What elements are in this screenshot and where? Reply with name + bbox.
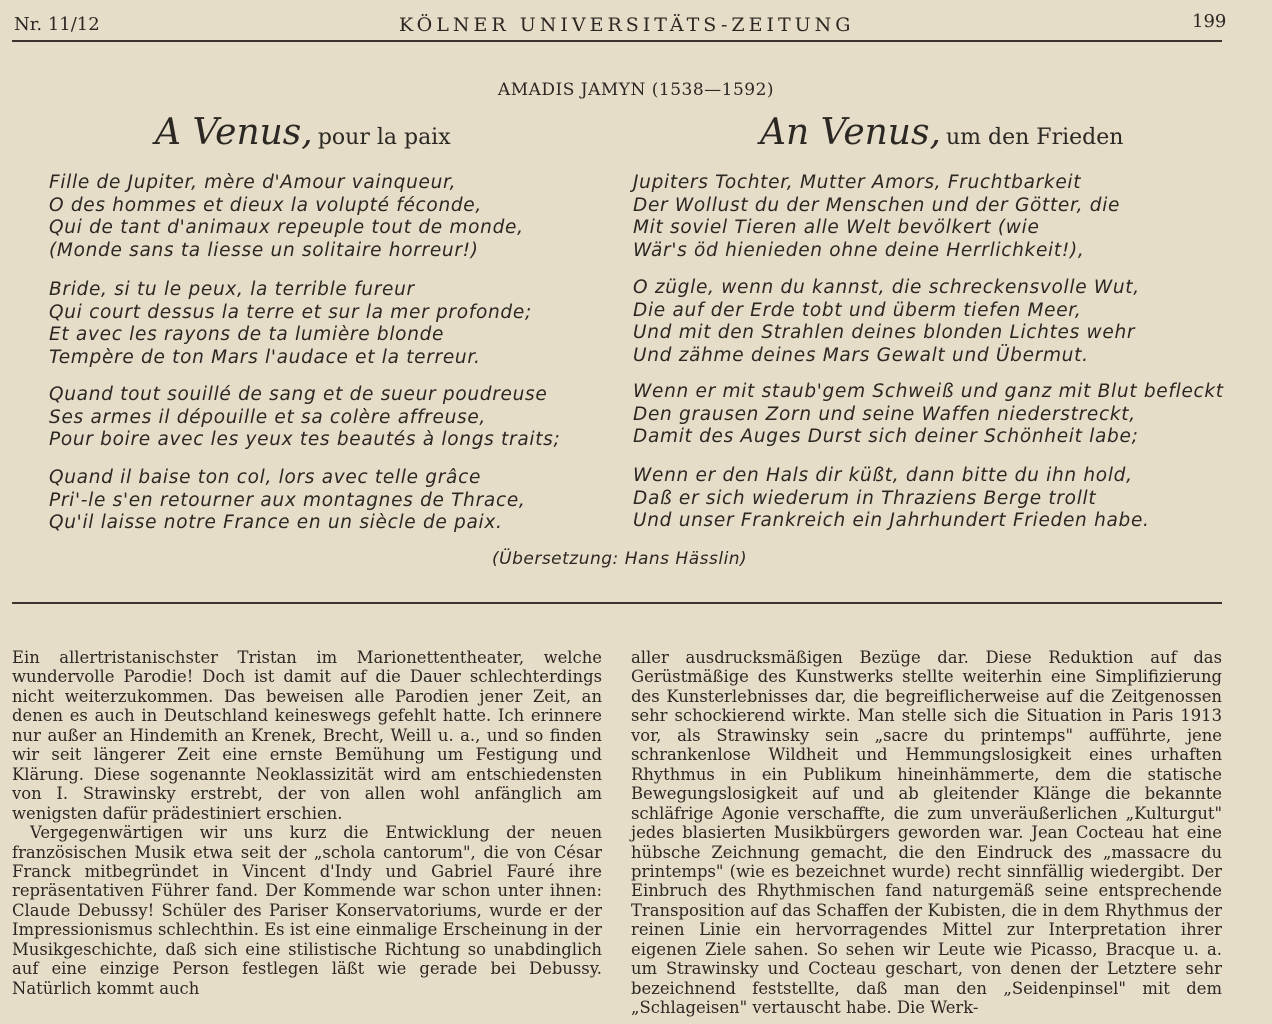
stanza [49, 172, 524, 262]
french-title-sub: pour la paix [317, 125, 451, 150]
verse-line: Tempère de ton Mars l'audace et la terreur. [49, 346, 481, 368]
verse-line: O des hommes et dieux la volupté féconde, [49, 194, 482, 216]
verse-line: Und mit den Strahlen deines blonden Lichtes wehr [633, 322, 1136, 343]
article-column-right [631, 648, 1222, 1018]
article-paragraph: Vergegenwärtigen wir uns kurz die Entwicklung der neuen französischen Musik etwa seit der „schola cantorum", die von César Franck mitbegründet in Vincent d'Indy und Gabriel Fauré ihre repräsentativen Führer fand. Der Kommende war schon unter ihnen: Claude Debussy! Schüler des Pariser Konservatoriums, wurde er der Impressionismus schlechthin. Es ist eine einmalige Erscheinung in der Musikgeschichte, daß sich eine stilistische Richtung so unabdinglich auf eine einzige Person festlegen läßt wie gerade bei Debussy. Natürlich kommt auch [12, 823, 602, 998]
verse-line: Fille de Jupiter, mère d'Amour vainqueur, [49, 172, 457, 193]
german-poem-title [760, 112, 1123, 153]
stanza [49, 467, 525, 535]
issue-number: Nr. 11/12 [14, 14, 100, 35]
verse-line: Et avec les rayons de ta lumière blonde [49, 324, 445, 345]
verse-line: Bride, si tu le peux, la terrible fureur [49, 279, 415, 300]
stanza [633, 381, 1224, 449]
verse-line: Qui de tant d'animaux repeuple tout de monde, [49, 217, 524, 238]
stanza [633, 277, 1140, 367]
stanza [49, 279, 532, 369]
verse-line: Quand il baise ton col, lors avec telle grâce [49, 467, 482, 488]
verse-line: Qu'il laisse notre France en un siècle de paix. [49, 512, 503, 533]
verse-line: O zügle, wenn du kannst, die schreckensvolle Wut, [633, 277, 1140, 298]
poem-author: AMADIS JAMYN (1538—1592) [497, 80, 775, 100]
verse-line: Der Wollust du der Menschen und der Götter, die [633, 194, 1121, 216]
verse-line: Wär's öd hienieden ohne deine Herrlichkeit!), [633, 239, 1085, 261]
section-rule [12, 602, 1222, 604]
verse-line: (Monde sans ta liesse un solitaire horreur!) [49, 239, 479, 261]
stanza [633, 172, 1120, 262]
verse-line: Den grausen Zorn und seine Waffen niederstreckt, [633, 403, 1136, 425]
article-paragraph: aller ausdrucksmäßigen Bezüge dar. Diese Reduktion auf das Gerüstmäßige des Kunstwerks stellte weiterhin eine Simplifizierung des Kunsterlebnisses dar, die begreiflicherweise auf die Zeitgenossen sehr schockierend wirkte. Man stelle sich die Situation in Paris 1913 vor, als Strawinsky sein „sacre du printemps" aufführte, jene schrankenlose Wildheit und Hemmungslosigkeit eines urhaften Rhythmus in ein Publikum hineinhämmerte, dem die statische Bewegungslosigkeit auf und ab gleitender Klänge die bekannte schläfrige Agonie verschaffte, die zum unveräußerlichen „Kulturgut" jedes blasierten Musikbürgers geworden war. Jean Cocteau hat eine hübsche Zeichnung gemacht, die den Eindruck des „massacre du printemps" (wie es bezeichnet wurde) recht sinnfällig wiedergibt. Der Einbruch des Rhythmischen fand naturgemäß seine entsprechende Transposition auf das Schaffen der Kubisten, die in dem Rhythmus der reinen Linie ein hervorragendes Mittel zur Interpretation ihrer eigenen Ziele sahen. So sehen wir Leute wie Picasso, Bracque u. a. um Strawinsky und Cocteau geschart, von denen der Letztere sehr bezeichnend feststellte, daß man den „Seidenpinsel" mit dem „Schlageisen" vertauscht habe. Die Werk- [631, 648, 1222, 1018]
verse-line: Quand tout souillé de sang et de sueur poudreuse [49, 384, 548, 405]
verse-line: Pour boire avec les yeux tes beautés à longs traits; [49, 429, 561, 450]
verse-line: Jupiters Tochter, Mutter Amors, Fruchtbarkeit [633, 172, 1082, 193]
french-title-main: A Venus, [155, 112, 313, 153]
translation-credit: (Übersetzung: Hans Hässlin) [492, 549, 748, 569]
stanza [49, 384, 560, 452]
verse-line: Damit des Auges Durst sich deiner Schönheit labe; [633, 426, 1139, 447]
verse-line: Pri'-le s'en retourner aux montagnes de Thrace, [49, 489, 526, 511]
header-rule [12, 40, 1222, 42]
page-number: 199 [1192, 11, 1227, 32]
verse-line: Qui court dessus la terre et sur la mer profonde; [49, 301, 532, 323]
stanza [633, 465, 1150, 533]
verse-line: Mit soviel Tieren alle Welt bevölkert (wie [633, 217, 1040, 238]
newspaper-title: KÖLNER UNIVERSITÄTS-ZEITUNG [399, 14, 855, 36]
verse-line: Die auf der Erde tobt und überm tiefen Meer, [633, 299, 1082, 321]
french-poem-title [155, 112, 451, 153]
verse-line: Daß er sich wiederum in Thraziens Berge trollt [633, 487, 1097, 509]
article-column-left [12, 648, 602, 998]
german-title-sub: um den Frieden [946, 125, 1124, 150]
verse-line: Und unser Frankreich ein Jahrhundert Frieden habe. [633, 510, 1150, 531]
verse-line: Ses armes il dépouille et sa colère affreuse, [49, 406, 486, 428]
german-title-main: An Venus, [760, 112, 941, 153]
verse-line: Wenn er mit staub'gem Schweiß und ganz mit Blut befleckt [633, 381, 1224, 402]
verse-line: Wenn er den Hals dir küßt, dann bitte du ihn hold, [633, 465, 1133, 486]
verse-line: Und zähme deines Mars Gewalt und Übermut. [633, 344, 1089, 366]
article-paragraph: Ein allertristanischster Tristan im Marionettentheater, welche wundervolle Parodie! Doch ist damit auf die Dauer schlechterdings nicht weiterzukommen. Das beweisen alle Parodien jener Zeit, an denen es auch in Deutschland keineswegs gefehlt hatte. Ich erinnere nur außer an Hindemith an Krenek, Brecht, Weill u. a., und so finden wir seit längerer Zeit eine ernste Bemühung um Festigung und Klärung. Diese sogenannte Neoklassizität wird am entschiedensten von I. Strawinsky erstrebt, der von allen wohl anfänglich am wenigsten dafür prädestiniert erschien. [12, 648, 602, 823]
